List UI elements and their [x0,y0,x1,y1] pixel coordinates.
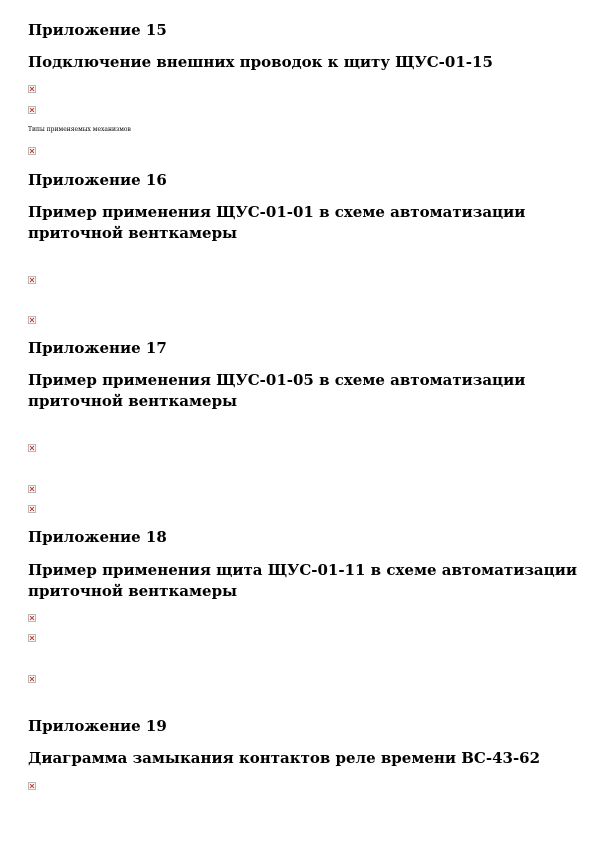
appendix-15-title: Подключение внешних проводок к щиту ЩУС-01-15 [28,53,493,71]
broken-image-icon [28,147,36,155]
appendix-18-title-line-2: приточной венткамеры [28,582,238,600]
appendix-18-title-line-1: Пример применения щита ЩУС-01-11 в схеме автоматизации [28,561,577,579]
appendix-18-heading: Приложение 18 [28,528,167,546]
broken-image-icon [28,276,36,284]
appendix-19-heading: Приложение 19 [28,717,167,735]
appendix-15-heading: Приложение 15 [28,21,167,39]
broken-image-icon [28,485,36,493]
broken-image-icon [28,85,36,93]
broken-image-icon [28,106,36,114]
appendix-16-title-line-2: приточной венткамеры [28,224,238,242]
appendix-17-heading: Приложение 17 [28,339,167,357]
broken-image-icon [28,444,36,452]
appendix-16-heading: Приложение 16 [28,171,167,189]
broken-image-icon [28,675,36,683]
appendix-17-title-line-2: приточной венткамеры [28,392,238,410]
appendix-16-title-line-1: Пример применения ЩУС-01-01 в схеме автоматизации [28,203,526,221]
broken-image-icon [28,505,36,513]
broken-image-icon [28,634,36,642]
appendix-19-title: Диаграмма замыкания контактов реле времени ВС-43-62 [28,749,541,767]
broken-image-icon [28,782,36,790]
appendix-17-title-line-1: Пример применения ЩУС-01-05 в схеме автоматизации [28,371,526,389]
broken-image-icon [28,614,36,622]
caption-text: Типы применяемых механизмов [28,126,131,133]
broken-image-icon [28,316,36,324]
